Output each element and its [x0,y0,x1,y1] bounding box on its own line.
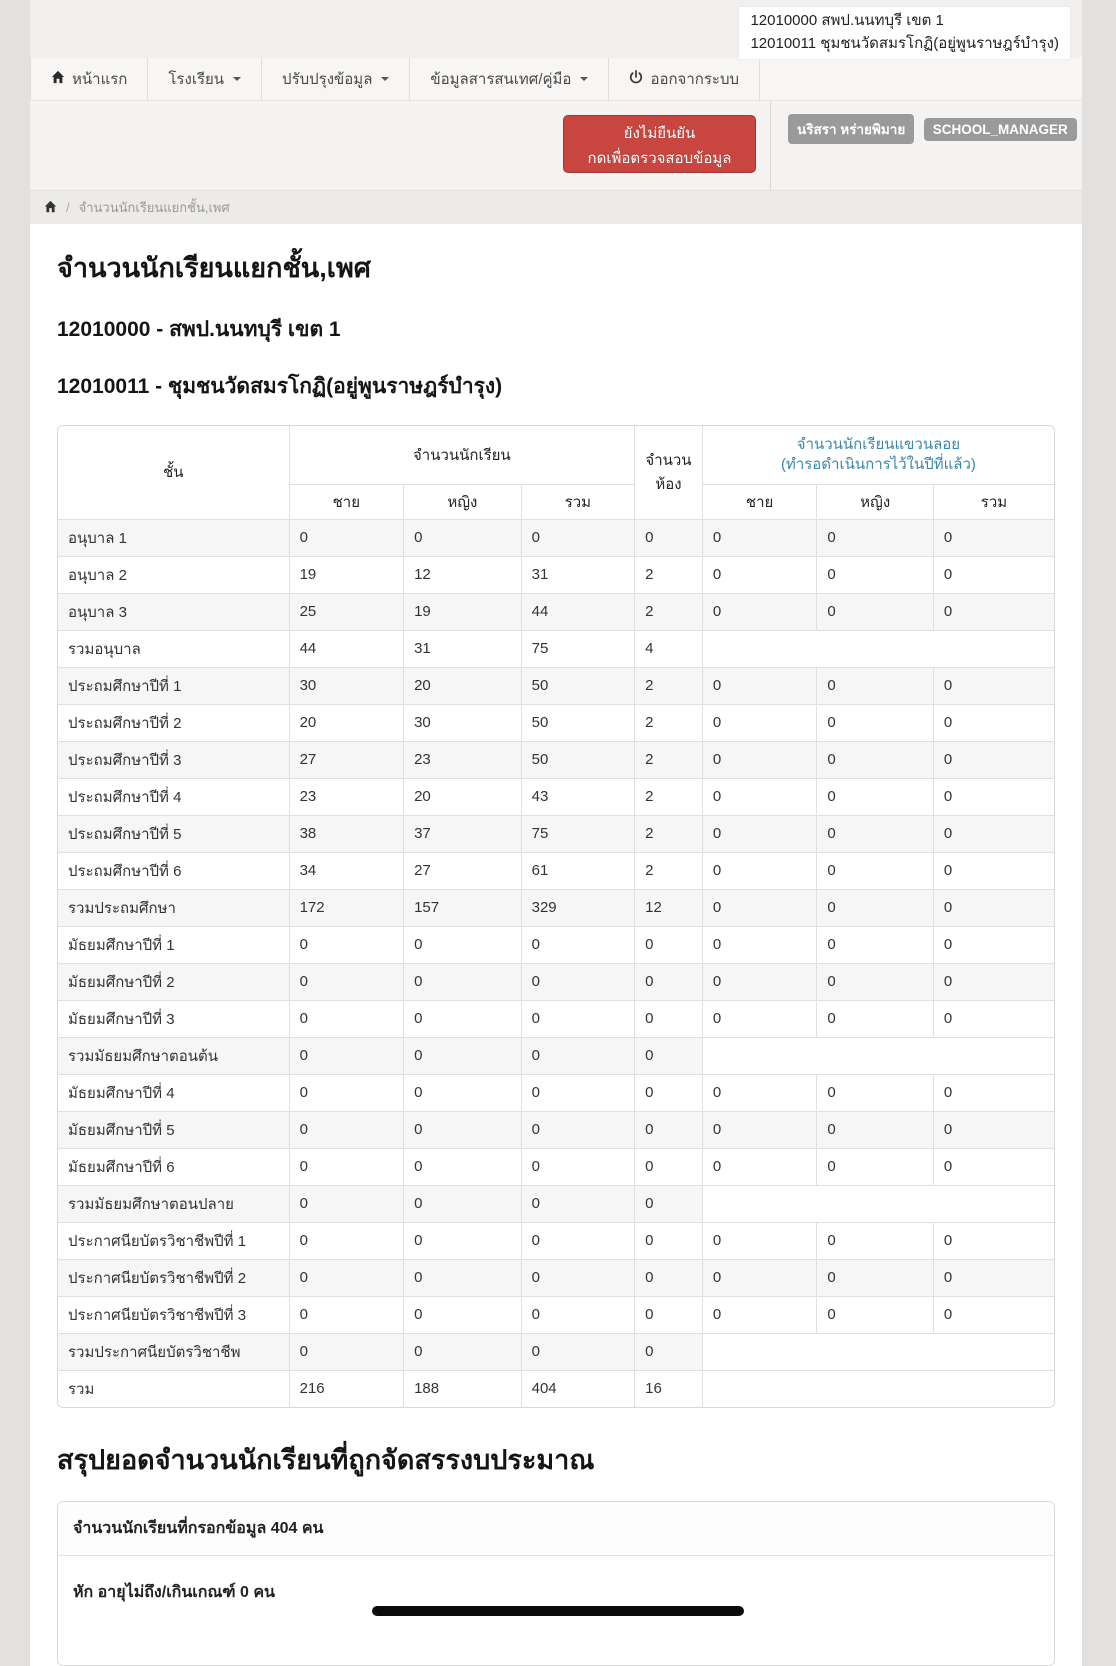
table-row [58,519,1054,556]
cell-boys: 0 [289,1111,404,1148]
cell-hanging-total: 0 [933,1074,1054,1111]
cell-hanging-total: 0 [933,741,1054,778]
cell-hanging-boys: 0 [702,704,817,741]
col-header-rooms [635,426,703,519]
cell-total: 0 [521,1259,635,1296]
user-panel [770,101,1082,190]
row-label: ประกาศนียบัตรวิชาชีพปีที่ 2 [58,1259,289,1296]
table-row [58,815,1054,852]
cell-girls: 0 [404,926,522,963]
cell-total: 329 [521,889,635,926]
cell-girls: 20 [404,778,522,815]
row-label: รวมอนุบาล [58,630,289,667]
cell-hanging-total: 0 [933,556,1054,593]
cell-rooms: 0 [635,1037,703,1074]
cell-boys: 19 [289,556,404,593]
cell-hanging-total: 0 [933,963,1054,1000]
cell-hanging-total: 0 [933,667,1054,704]
top-band [30,0,1082,58]
cell-girls: 0 [404,1296,522,1333]
cell-girls: 0 [404,1074,522,1111]
cell-hanging-girls: 0 [817,889,934,926]
breadcrumb-home-link[interactable] [44,200,57,216]
cell-hanging-total: 0 [933,704,1054,741]
cell-hanging-boys: 0 [702,1259,817,1296]
breadcrumb [30,191,1082,224]
cell-girls: 23 [404,741,522,778]
cell-total: 44 [521,593,635,630]
student-table-body [58,519,1054,1407]
table-header-row-1 [58,426,1054,484]
confirm-data-button[interactable] [563,115,756,173]
col-group-hanging-students [702,426,1054,484]
cell-hanging-empty [702,1037,1054,1074]
cell-hanging-total: 0 [933,852,1054,889]
cell-hanging-empty [702,630,1054,667]
cell-total: 50 [521,704,635,741]
row-label: ประถมศึกษาปีที่ 1 [58,667,289,704]
cell-girls: 0 [404,1037,522,1074]
cell-total: 0 [521,1333,635,1370]
cell-girls: 0 [404,1111,522,1148]
cell-hanging-total: 0 [933,519,1054,556]
header-band [30,101,1082,191]
cell-total: 43 [521,778,635,815]
cell-total: 0 [521,1185,635,1222]
page-title: จำนวนนักเรียนแยกชั้น,เพศ [57,253,371,283]
cell-rooms: 2 [635,778,703,815]
cell-hanging-boys: 0 [702,1111,817,1148]
table-row [58,667,1054,704]
cell-rooms: 4 [635,630,703,667]
main-content [30,224,1082,1666]
cell-rooms: 0 [635,1222,703,1259]
cell-hanging-boys: 0 [702,852,817,889]
cell-hanging-total: 0 [933,1000,1054,1037]
cell-total: 0 [521,963,635,1000]
cell-hanging-girls: 0 [817,1259,934,1296]
cell-total: 75 [521,630,635,667]
nav-item-label: หน้าแรก [72,71,128,88]
org-line-district: 12010000 สพป.นนทบุรี เขต 1 [750,12,944,29]
nav-item-school[interactable] [148,58,262,100]
main-navbar [30,58,1082,101]
summary-age-deduction-label: หัก อายุไม่ถึง/เกินเกณฑ์ 0 คน [73,1583,275,1601]
budget-summary-panel [57,1501,1055,1666]
breadcrumb-separator: / [66,200,70,215]
cell-boys: 0 [289,1333,404,1370]
breadcrumb-current: จำนวนนักเรียนแยกชั้น,เพศ [78,200,230,215]
cell-girls: 12 [404,556,522,593]
cell-hanging-boys: 0 [702,1074,817,1111]
cell-total: 31 [521,556,635,593]
cell-hanging-girls: 0 [817,1222,934,1259]
row-label: ประกาศนียบัตรวิชาชีพปีที่ 1 [58,1222,289,1259]
cell-hanging-boys: 0 [702,815,817,852]
cell-hanging-boys: 0 [702,1296,817,1333]
cell-hanging-boys: 0 [702,778,817,815]
col-header-hanging-female: หญิง [817,484,934,519]
row-label: อนุบาล 2 [58,556,289,593]
col-header-hanging-male: ชาย [702,484,817,519]
hanging-header-line2: (ทำรอดำเนินการไว้ในปีที่แล้ว) [780,455,976,473]
page-container [30,0,1082,1601]
cell-boys: 0 [289,1148,404,1185]
cell-girls: 0 [404,1259,522,1296]
cell-girls: 19 [404,593,522,630]
summary-age-deduction [58,1556,1054,1665]
row-label: รวมมัธยมศึกษาตอนปลาย [58,1185,289,1222]
cell-rooms: 0 [635,519,703,556]
cell-total: 0 [521,1222,635,1259]
cell-total: 0 [521,1037,635,1074]
cell-rooms: 2 [635,556,703,593]
rooms-header-line2: ห้อง [655,476,682,494]
cell-rooms: 2 [635,593,703,630]
table-row [58,1333,1054,1370]
cell-hanging-boys: 0 [702,926,817,963]
cell-hanging-girls: 0 [817,1074,934,1111]
cell-hanging-boys: 0 [702,593,817,630]
cell-total: 75 [521,815,635,852]
cell-rooms: 2 [635,852,703,889]
table-row [58,1222,1054,1259]
row-label: อนุบาล 3 [58,593,289,630]
cell-girls: 20 [404,667,522,704]
row-label: รวมประถมศึกษา [58,889,289,926]
table-row [58,1370,1054,1407]
cell-boys: 0 [289,1222,404,1259]
cell-rooms: 2 [635,741,703,778]
table-row [58,1074,1054,1111]
table-row [58,778,1054,815]
cell-rooms: 2 [635,704,703,741]
cell-hanging-boys: 0 [702,889,817,926]
power-icon [629,70,643,88]
row-label: มัธยมศึกษาปีที่ 2 [58,963,289,1000]
cell-girls: 0 [404,1000,522,1037]
row-label: รวมประกาศนียบัตรวิชาชีพ [58,1333,289,1370]
cell-boys: 0 [289,1185,404,1222]
row-label: มัธยมศึกษาปีที่ 6 [58,1148,289,1185]
cell-boys: 0 [289,926,404,963]
nav-item-label: โรงเรียน [168,71,225,88]
col-group-students: จำนวนนักเรียน [289,426,635,484]
row-label: รวมมัธยมศึกษาตอนต้น [58,1037,289,1074]
cell-boys: 0 [289,519,404,556]
cell-rooms: 0 [635,1333,703,1370]
cell-hanging-total: 0 [933,1148,1054,1185]
col-header-class: ชั้น [58,426,289,519]
nav-item-logout[interactable] [609,58,760,100]
table-row [58,1296,1054,1333]
cell-hanging-girls: 0 [817,519,934,556]
chevron-down-icon [233,77,241,81]
student-count-table-wrap [57,425,1055,1408]
cell-hanging-boys: 0 [702,1148,817,1185]
cell-hanging-girls: 0 [817,667,934,704]
col-header-hanging-total: รวม [933,484,1054,519]
cell-hanging-boys: 0 [702,667,817,704]
cell-hanging-girls: 0 [817,1111,934,1148]
cell-boys: 0 [289,1000,404,1037]
row-label: มัธยมศึกษาปีที่ 4 [58,1074,289,1111]
org-line-school: 12010011 ชุมชนวัดสมรโกฏิ(อยู่พูนราษฎร์บำรุง) [750,34,1059,52]
cell-hanging-girls: 0 [817,1296,934,1333]
cell-rooms: 0 [635,926,703,963]
cell-hanging-boys: 0 [702,556,817,593]
row-label: ประถมศึกษาปีที่ 2 [58,704,289,741]
cell-boys: 0 [289,963,404,1000]
cell-rooms: 0 [635,1259,703,1296]
cell-boys: 30 [289,667,404,704]
cell-boys: 44 [289,630,404,667]
table-row [58,1037,1054,1074]
table-row [58,1185,1054,1222]
cell-girls: 37 [404,815,522,852]
hanging-header-line1: จำนวนนักเรียนแขวนลอย [796,435,961,453]
cell-boys: 20 [289,704,404,741]
cell-boys: 23 [289,778,404,815]
cell-hanging-empty [702,1185,1054,1222]
table-row [58,1111,1054,1148]
cell-hanging-boys: 0 [702,1222,817,1259]
row-label: ประถมศึกษาปีที่ 3 [58,741,289,778]
cell-girls: 0 [404,1333,522,1370]
nav-item-update-data[interactable] [262,58,410,100]
row-label: ประถมศึกษาปีที่ 6 [58,852,289,889]
cell-boys: 0 [289,1259,404,1296]
cell-boys: 0 [289,1074,404,1111]
cell-total: 404 [521,1370,635,1407]
table-row [58,630,1054,667]
table-row [58,926,1054,963]
cell-boys: 0 [289,1296,404,1333]
chevron-down-icon [580,77,588,81]
cell-total: 0 [521,1148,635,1185]
cell-hanging-girls: 0 [817,556,934,593]
row-label: มัธยมศึกษาปีที่ 1 [58,926,289,963]
district-subtitle: 12010000 - สพป.นนทบุรี เขต 1 [57,318,341,341]
row-label: ประถมศึกษาปีที่ 4 [58,778,289,815]
cell-hanging-total: 0 [933,593,1054,630]
cell-boys: 0 [289,1037,404,1074]
cell-total: 0 [521,1074,635,1111]
table-row [58,963,1054,1000]
cell-total: 50 [521,667,635,704]
cell-hanging-girls: 0 [817,963,934,1000]
table-row [58,889,1054,926]
cell-boys: 216 [289,1370,404,1407]
cell-girls: 0 [404,1148,522,1185]
cell-boys: 172 [289,889,404,926]
cell-total: 50 [521,741,635,778]
user-name-badge: นริสรา หร่ายพิมาย [788,114,914,144]
table-row [58,1148,1054,1185]
cell-hanging-boys: 0 [702,963,817,1000]
cell-girls: 188 [404,1370,522,1407]
nav-item-label: ข้อมูลสารสนเทศ/คู่มือ [430,71,572,88]
cell-hanging-girls: 0 [817,704,934,741]
confirm-button-line1: ยังไม่ยืนยัน [623,124,696,142]
cell-hanging-girls: 0 [817,1148,934,1185]
cell-total: 61 [521,852,635,889]
cell-hanging-girls: 0 [817,815,934,852]
cell-hanging-total: 0 [933,1111,1054,1148]
cell-hanging-girls: 0 [817,852,934,889]
row-label: ประกาศนียบัตรวิชาชีพปีที่ 3 [58,1296,289,1333]
cell-boys: 38 [289,815,404,852]
cell-rooms: 2 [635,667,703,704]
cell-total: 0 [521,926,635,963]
cell-boys: 27 [289,741,404,778]
nav-item-label: ออกจากระบบ [650,71,739,88]
cell-rooms: 16 [635,1370,703,1407]
nav-item-home[interactable] [30,58,148,100]
confirm-button-line2: กดเพื่อตรวจสอบข้อมูล [587,149,732,167]
cell-hanging-girls: 0 [817,778,934,815]
cell-hanging-total: 0 [933,815,1054,852]
cell-girls: 0 [404,519,522,556]
cell-hanging-total: 0 [933,926,1054,963]
row-label: รวม [58,1370,289,1407]
cell-hanging-boys: 0 [702,519,817,556]
cell-rooms: 0 [635,1148,703,1185]
cell-hanging-empty [702,1370,1054,1407]
cell-total: 0 [521,1296,635,1333]
student-count-table [58,426,1054,1407]
cell-hanging-total: 0 [933,1222,1054,1259]
home-icon [51,70,65,88]
cell-hanging-total: 0 [933,1259,1054,1296]
nav-item-label: ปรับปรุงข้อมูล [282,71,373,88]
table-row [58,1259,1054,1296]
table-row [58,741,1054,778]
row-label: ประถมศึกษาปีที่ 5 [58,815,289,852]
cell-hanging-total: 0 [933,1296,1054,1333]
chevron-down-icon [381,77,389,81]
nav-item-information-manual[interactable] [410,58,609,100]
cell-hanging-girls: 0 [817,1000,934,1037]
cell-girls: 30 [404,704,522,741]
cell-hanging-total: 0 [933,889,1054,926]
summary-title: สรุปยอดจำนวนนักเรียนที่ถูกจัดสรรงบประมาณ [57,1444,595,1475]
cell-rooms: 0 [635,963,703,1000]
rooms-header-line1: จำนวน [645,452,692,470]
cell-rooms: 0 [635,1074,703,1111]
summary-entered-count: จำนวนนักเรียนที่กรอกข้อมูล 404 คน [58,1502,1054,1556]
cell-rooms: 0 [635,1185,703,1222]
cell-boys: 25 [289,593,404,630]
cell-hanging-girls: 0 [817,926,934,963]
cell-rooms: 0 [635,1296,703,1333]
col-header-total: รวม [521,484,635,519]
row-label: มัธยมศึกษาปีที่ 3 [58,1000,289,1037]
cell-hanging-total: 0 [933,778,1054,815]
cell-hanging-girls: 0 [817,593,934,630]
school-subtitle: 12010011 - ชุมชนวัดสมรโกฏิ(อยู่พูนราษฎร์บำรุง) [57,375,503,398]
table-row [58,852,1054,889]
cell-total: 0 [521,1000,635,1037]
table-row [58,593,1054,630]
col-header-female: หญิง [404,484,522,519]
cell-hanging-boys: 0 [702,741,817,778]
row-label: มัธยมศึกษาปีที่ 5 [58,1111,289,1148]
table-row [58,1000,1054,1037]
cell-hanging-empty [702,1333,1054,1370]
cell-girls: 31 [404,630,522,667]
cell-girls: 0 [404,963,522,1000]
cell-girls: 0 [404,1222,522,1259]
cell-total: 0 [521,519,635,556]
home-icon [44,200,57,216]
user-role-badge: SCHOOL_MANAGER [924,118,1077,141]
col-header-male: ชาย [289,484,404,519]
cell-rooms: 0 [635,1111,703,1148]
org-info-box [739,7,1070,59]
cell-girls: 157 [404,889,522,926]
table-row [58,556,1054,593]
cell-rooms: 12 [635,889,703,926]
cell-rooms: 2 [635,815,703,852]
summation-bar [372,1606,744,1616]
cell-boys: 34 [289,852,404,889]
row-label: อนุบาล 1 [58,519,289,556]
cell-total: 0 [521,1111,635,1148]
cell-hanging-girls: 0 [817,741,934,778]
cell-hanging-boys: 0 [702,1000,817,1037]
cell-rooms: 0 [635,1000,703,1037]
cell-girls: 0 [404,1185,522,1222]
table-row [58,704,1054,741]
cell-girls: 27 [404,852,522,889]
